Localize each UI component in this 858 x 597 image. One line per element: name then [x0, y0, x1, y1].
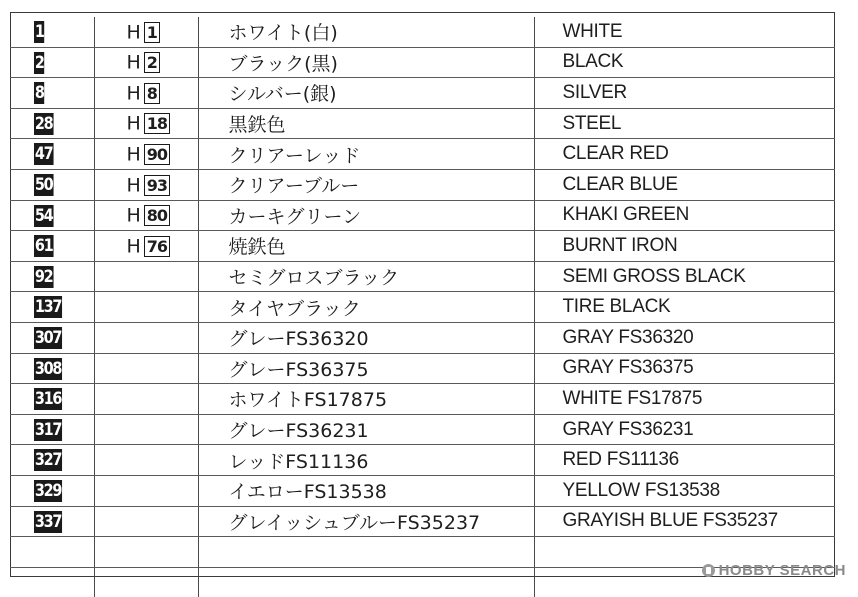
- table-row: [10, 414, 835, 445]
- code-cell: [10, 200, 94, 231]
- code-cell: [10, 475, 94, 506]
- h-code-box: 8: [144, 83, 160, 104]
- hobby-search-logo-icon: [702, 564, 715, 577]
- japanese-color-name: ホワイト(白): [198, 17, 534, 47]
- h-code-cell: [94, 445, 198, 476]
- h-code-cell: [94, 292, 198, 323]
- h-prefix: H: [126, 204, 141, 227]
- code-cell: [10, 231, 94, 262]
- paint-code-badge: 308: [34, 358, 62, 379]
- english-color-name: STEEL: [534, 108, 835, 139]
- japanese-color-name: [198, 537, 534, 568]
- japanese-color-name: 焼鉄色: [198, 231, 534, 262]
- code-cell: [10, 384, 94, 415]
- paint-color-table: [10, 17, 835, 597]
- h-prefix: H: [126, 235, 141, 258]
- english-color-name: WHITE: [534, 17, 835, 47]
- watermark-text: HOBBY SEARCH: [718, 562, 846, 579]
- code-cell: [10, 108, 94, 139]
- h-code-cell: [94, 414, 198, 445]
- english-color-name: GRAY FS36375: [534, 353, 835, 384]
- paint-table-body: [10, 17, 835, 597]
- paint-code-badge: 92: [34, 266, 53, 287]
- japanese-color-name: クリアーレッド: [198, 139, 534, 170]
- english-color-name: CLEAR RED: [534, 139, 835, 170]
- english-color-name: BLACK: [534, 47, 835, 78]
- paint-code-badge: 28: [34, 113, 53, 134]
- h-code-cell: [94, 567, 198, 597]
- table-row: [10, 17, 835, 47]
- english-color-name: WHITE FS17875: [534, 384, 835, 415]
- code-cell: [10, 47, 94, 78]
- h-prefix: H: [126, 174, 141, 197]
- h-prefix: H: [126, 112, 141, 135]
- english-color-name: RED FS11136: [534, 445, 835, 476]
- h-code-cell: [94, 261, 198, 292]
- h-code-cell: [94, 47, 198, 78]
- code-cell: [10, 414, 94, 445]
- table-row: [10, 384, 835, 415]
- h-code-cell: [94, 108, 198, 139]
- english-color-name: GRAYISH BLUE FS35237: [534, 506, 835, 537]
- table-row: [10, 322, 835, 353]
- code-cell: [10, 139, 94, 170]
- english-color-name: SILVER: [534, 78, 835, 109]
- h-code-cell: [94, 537, 198, 568]
- paint-code-badge: 307: [34, 327, 62, 348]
- japanese-color-name: カーキグリーン: [198, 200, 534, 231]
- paint-code-badge: 316: [34, 389, 62, 410]
- paint-code-badge: 47: [34, 144, 53, 165]
- english-color-name: BURNT IRON: [534, 231, 835, 262]
- japanese-color-name: ホワイトFS17875: [198, 384, 534, 415]
- japanese-color-name: シルバー(銀): [198, 78, 534, 109]
- paint-code-badge: 329: [34, 480, 62, 501]
- japanese-color-name: レッドFS11136: [198, 445, 534, 476]
- english-color-name: CLEAR BLUE: [534, 169, 835, 200]
- h-prefix: H: [126, 143, 141, 166]
- english-color-name: GRAY FS36231: [534, 414, 835, 445]
- japanese-color-name: ブラック(黒): [198, 47, 534, 78]
- paint-code-badge: 54: [34, 205, 53, 226]
- table-row: [10, 47, 835, 78]
- table-row: [10, 353, 835, 384]
- h-code-box: 2: [144, 52, 160, 73]
- code-cell: [10, 537, 94, 568]
- paint-code-badge: 317: [34, 419, 62, 440]
- japanese-color-name: グレイッシュブルーFS35237: [198, 506, 534, 537]
- japanese-color-name: クリアーブルー: [198, 169, 534, 200]
- code-cell: [10, 169, 94, 200]
- english-color-name: SEMI GROSS BLACK: [534, 261, 835, 292]
- table-row: [10, 292, 835, 323]
- code-cell: [10, 292, 94, 323]
- table-row: [10, 506, 835, 537]
- table-row: [10, 169, 835, 200]
- table-row: [10, 78, 835, 109]
- table-row: [10, 108, 835, 139]
- code-cell: [10, 506, 94, 537]
- hobby-search-watermark: [702, 562, 846, 579]
- paint-code-badge: 2: [34, 52, 44, 73]
- h-code-cell: [94, 17, 198, 47]
- h-prefix: H: [126, 51, 141, 74]
- table-row: [10, 261, 835, 292]
- japanese-color-name: タイヤブラック: [198, 292, 534, 323]
- japanese-color-name: グレーFS36320: [198, 322, 534, 353]
- h-code-box: 1: [144, 22, 160, 43]
- table-row: [10, 445, 835, 476]
- h-code-cell: [94, 322, 198, 353]
- h-code-cell: [94, 353, 198, 384]
- japanese-color-name: セミグロスブラック: [198, 261, 534, 292]
- h-code-cell: [94, 169, 198, 200]
- table-row: [10, 200, 835, 231]
- h-code-cell: [94, 384, 198, 415]
- english-color-name: YELLOW FS13538: [534, 475, 835, 506]
- japanese-color-name: グレーFS36231: [198, 414, 534, 445]
- h-prefix: H: [126, 21, 141, 44]
- h-code-box: 76: [144, 236, 170, 257]
- english-color-name: TIRE BLACK: [534, 292, 835, 323]
- table-row: [10, 139, 835, 170]
- paint-code-badge: 61: [34, 236, 53, 257]
- english-color-name: KHAKI GREEN: [534, 200, 835, 231]
- h-code-box: 18: [144, 113, 170, 134]
- code-cell: [10, 261, 94, 292]
- paint-code-badge: 8: [34, 83, 44, 104]
- h-code-box: 90: [144, 144, 170, 165]
- paint-code-badge: 50: [34, 175, 53, 196]
- japanese-color-name: イエローFS13538: [198, 475, 534, 506]
- code-cell: [10, 322, 94, 353]
- code-cell: [10, 78, 94, 109]
- code-cell: [10, 567, 94, 597]
- code-cell: [10, 17, 94, 47]
- h-code-cell: [94, 506, 198, 537]
- h-prefix: H: [126, 82, 141, 105]
- h-code-cell: [94, 475, 198, 506]
- english-color-name: GRAY FS36320: [534, 322, 835, 353]
- paint-code-badge: 327: [34, 450, 62, 471]
- code-cell: [10, 445, 94, 476]
- japanese-color-name: グレーFS36375: [198, 353, 534, 384]
- h-code-cell: [94, 200, 198, 231]
- paint-code-badge: 137: [34, 297, 62, 318]
- table-row: [10, 475, 835, 506]
- h-code-box: 93: [144, 175, 170, 196]
- h-code-cell: [94, 78, 198, 109]
- h-code-cell: [94, 139, 198, 170]
- table-row: [10, 231, 835, 262]
- japanese-color-name: [198, 567, 534, 597]
- paint-code-badge: 1: [34, 22, 44, 43]
- h-code-box: 80: [144, 205, 170, 226]
- h-code-cell: [94, 231, 198, 262]
- code-cell: [10, 353, 94, 384]
- japanese-color-name: 黒鉄色: [198, 108, 534, 139]
- paint-code-badge: 337: [34, 511, 62, 532]
